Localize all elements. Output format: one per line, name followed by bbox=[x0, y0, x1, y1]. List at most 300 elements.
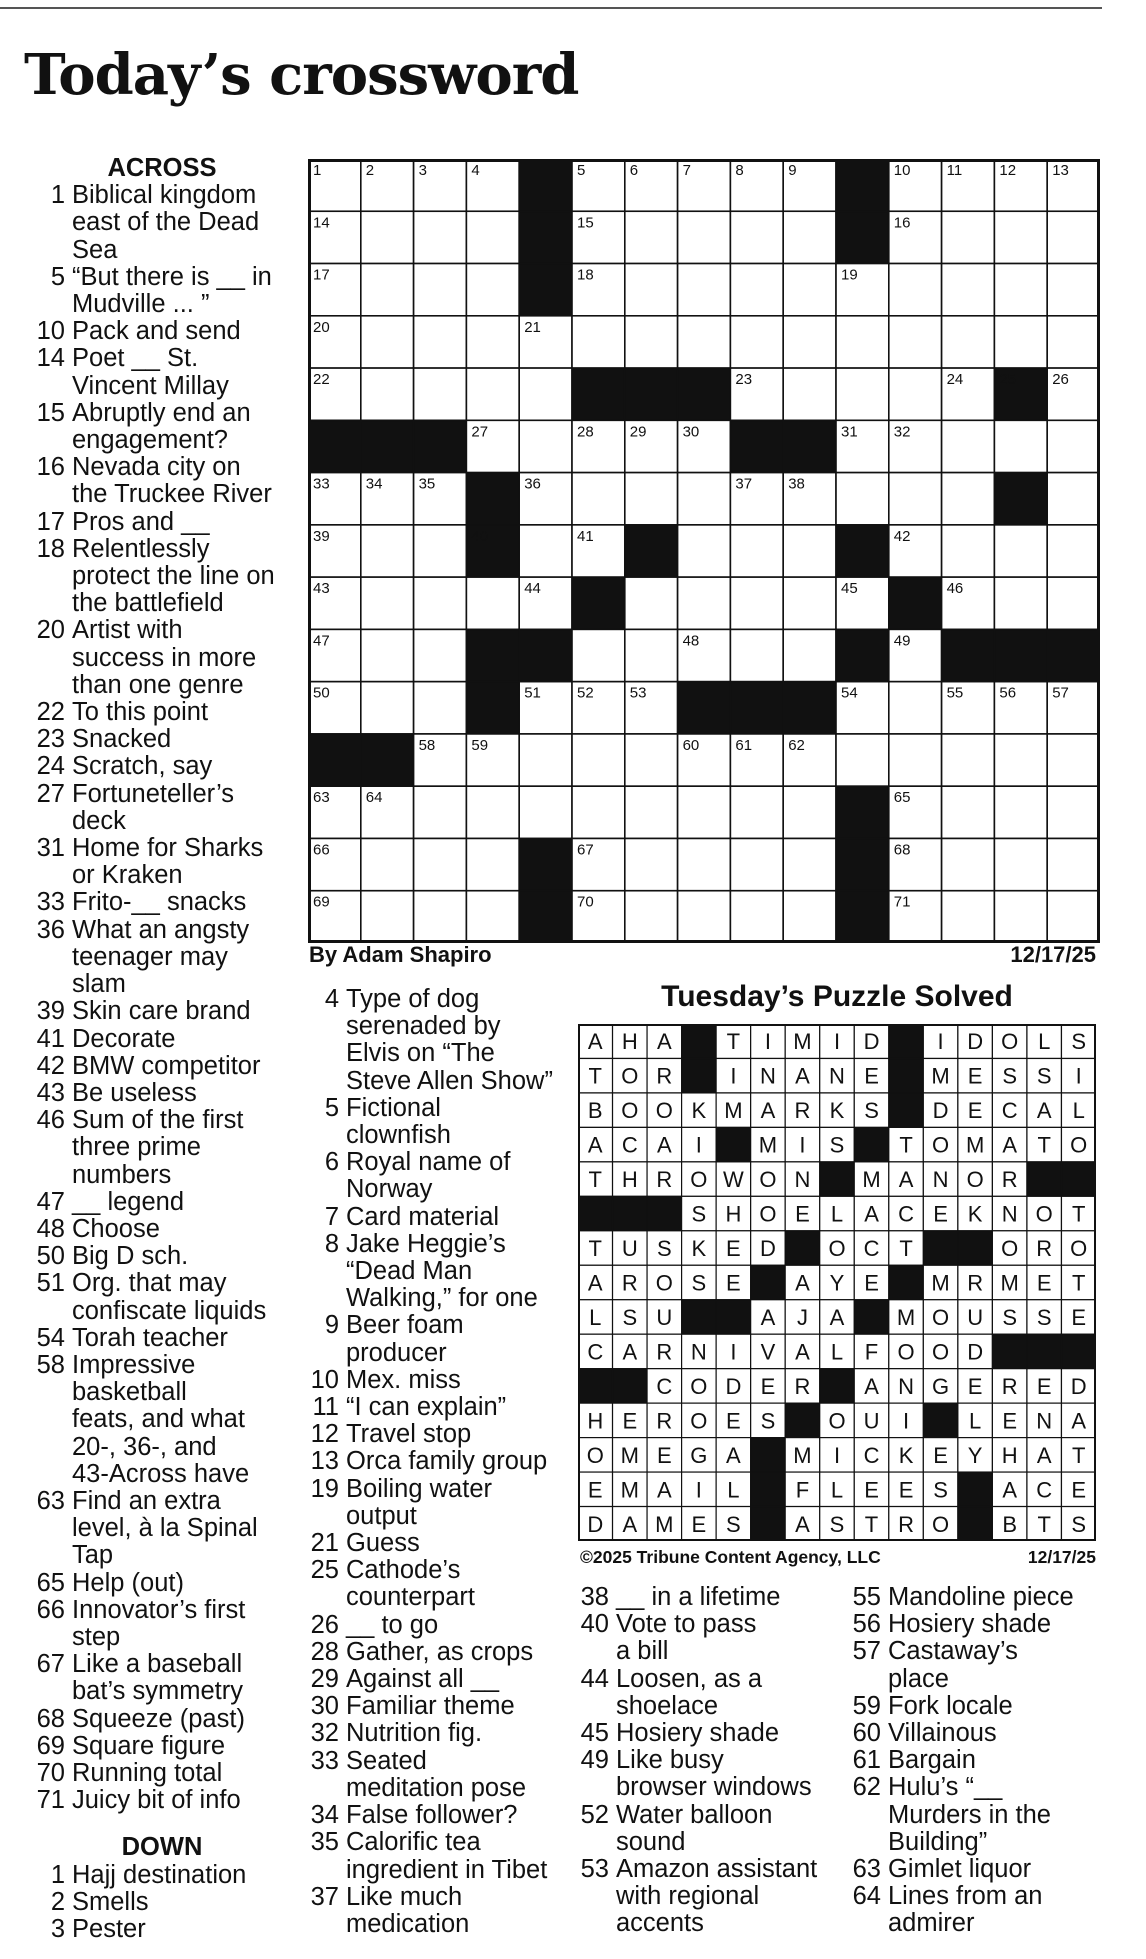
clue-text: engagement? bbox=[72, 426, 228, 455]
grid-cell[interactable] bbox=[783, 891, 836, 943]
grid-cell[interactable] bbox=[836, 368, 889, 420]
clue-number: 54 bbox=[36, 1323, 65, 1352]
grid-block bbox=[783, 682, 836, 734]
solution-letter: E bbox=[1071, 1477, 1087, 1503]
grid-cell[interactable] bbox=[414, 525, 467, 577]
grid-cell[interactable] bbox=[889, 734, 942, 786]
clue-text: Fortuneteller’s bbox=[72, 779, 235, 808]
clue-text: ingredient in Tibet bbox=[346, 1855, 548, 1884]
cell-number: 57 bbox=[1052, 684, 1069, 702]
clue-number: 65 bbox=[36, 1568, 65, 1597]
clue-line bbox=[34, 1162, 290, 1189]
grid-cell[interactable] bbox=[572, 316, 625, 368]
clue-text: admirer bbox=[888, 1909, 975, 1938]
solution-block bbox=[751, 1472, 786, 1506]
grid-cell[interactable] bbox=[783, 786, 836, 838]
grid-cell[interactable] bbox=[625, 264, 678, 316]
grid-cell[interactable] bbox=[1047, 891, 1100, 943]
grid-cell[interactable] bbox=[1047, 786, 1100, 838]
clue-number: 7 bbox=[324, 1202, 339, 1231]
clue-number: 48 bbox=[36, 1214, 65, 1243]
grid-cell[interactable] bbox=[994, 734, 1047, 786]
clue-text: Hosiery shade bbox=[616, 1719, 779, 1748]
grid-cell[interactable] bbox=[625, 577, 678, 629]
grid-cell[interactable] bbox=[1047, 211, 1100, 263]
grid-cell[interactable] bbox=[994, 211, 1047, 263]
solution-letter: D bbox=[967, 1029, 984, 1055]
clue-line bbox=[308, 1503, 570, 1530]
clue-text: Vincent Millay bbox=[72, 371, 229, 400]
grid-cell[interactable] bbox=[466, 577, 519, 629]
clue-line bbox=[850, 1910, 1110, 1937]
clue-line bbox=[578, 1829, 848, 1856]
solution-letter: L bbox=[969, 1408, 982, 1434]
grid-cell[interactable] bbox=[678, 211, 731, 263]
grid-cell[interactable] bbox=[1047, 264, 1100, 316]
clue-text: Like busy bbox=[616, 1746, 724, 1775]
clue-text: What an angsty bbox=[72, 915, 250, 944]
solution-letter: T bbox=[588, 1167, 602, 1193]
clue-number: 46 bbox=[36, 1106, 65, 1135]
grid-cell[interactable] bbox=[361, 316, 414, 368]
grid-cell[interactable] bbox=[414, 786, 467, 838]
grid-cell[interactable] bbox=[730, 786, 783, 838]
clue-text: Abruptly end an bbox=[72, 398, 251, 427]
grid-cell[interactable] bbox=[994, 264, 1047, 316]
grid-cell[interactable] bbox=[1047, 316, 1100, 368]
grid-cell[interactable] bbox=[783, 525, 836, 577]
solution-letter: R bbox=[1036, 1236, 1053, 1262]
grid-cell[interactable] bbox=[730, 264, 783, 316]
grid-cell[interactable] bbox=[572, 473, 625, 525]
grid-cell[interactable] bbox=[466, 264, 519, 316]
solution-letter: E bbox=[864, 1477, 879, 1503]
grid-cell[interactable] bbox=[361, 211, 414, 263]
cell-number: 65 bbox=[893, 789, 911, 807]
cell-number: 71 bbox=[893, 893, 911, 911]
grid-cell[interactable] bbox=[414, 682, 467, 734]
clue-line bbox=[578, 1910, 848, 1937]
grid-cell[interactable] bbox=[572, 786, 625, 838]
clue-number: 5 bbox=[50, 262, 65, 291]
grid-cell[interactable] bbox=[942, 525, 995, 577]
solution-letter: O bbox=[586, 1442, 604, 1468]
clue-line bbox=[34, 454, 290, 481]
cell-number: 26 bbox=[1052, 371, 1069, 389]
clue-text: Tap bbox=[72, 1541, 114, 1570]
solution-letter: F bbox=[795, 1477, 810, 1503]
clue-number: 4 bbox=[324, 985, 339, 1013]
clue-text: serenaded by bbox=[346, 1012, 501, 1041]
clue-line bbox=[578, 1666, 848, 1693]
grid-cell[interactable] bbox=[361, 525, 414, 577]
grid-cell[interactable] bbox=[625, 838, 678, 890]
grid-cell[interactable] bbox=[1047, 420, 1100, 472]
clue-text: feats, and what bbox=[72, 1405, 245, 1434]
grid-cell[interactable] bbox=[678, 786, 731, 838]
grid-cell[interactable] bbox=[361, 368, 414, 420]
cell-number: 23 bbox=[735, 371, 753, 389]
solution-letter: R bbox=[898, 1511, 915, 1537]
clue-number: 59 bbox=[852, 1691, 881, 1720]
grid-cell[interactable] bbox=[625, 211, 678, 263]
solution-letter: O bbox=[690, 1408, 708, 1434]
clue-line bbox=[34, 1651, 290, 1678]
grid-cell[interactable] bbox=[730, 211, 783, 263]
solution-letter: T bbox=[864, 1511, 879, 1537]
clue-text: protect the line on bbox=[72, 562, 275, 591]
clue-number: 25 bbox=[310, 1556, 339, 1585]
clue-number: 31 bbox=[36, 834, 65, 863]
grid-cell[interactable] bbox=[466, 211, 519, 263]
grid-cell[interactable] bbox=[783, 211, 836, 263]
clue-line bbox=[308, 1149, 570, 1176]
solution-letter: D bbox=[1070, 1373, 1087, 1399]
grid-cell[interactable] bbox=[942, 211, 995, 263]
clue-number: 47 bbox=[36, 1187, 65, 1216]
solution-block bbox=[716, 1300, 751, 1334]
clue-text: 43-Across have bbox=[72, 1459, 250, 1488]
grid-cell[interactable] bbox=[466, 838, 519, 890]
clue-text: Loosen, as a bbox=[616, 1664, 763, 1693]
grid-cell[interactable] bbox=[730, 316, 783, 368]
solution-block bbox=[716, 1127, 751, 1161]
clue-line bbox=[308, 1748, 570, 1775]
solution-letter: C bbox=[863, 1442, 880, 1468]
clue-line bbox=[850, 1774, 1110, 1801]
solution-letter: E bbox=[967, 1373, 983, 1399]
clue-line bbox=[34, 509, 290, 536]
clue-line bbox=[308, 986, 570, 1013]
grid-cell[interactable] bbox=[994, 838, 1047, 890]
clue-number: 42 bbox=[36, 1051, 65, 1080]
clue-line bbox=[34, 1026, 290, 1053]
solution-block bbox=[889, 1058, 924, 1092]
clue-number: 33 bbox=[310, 1746, 339, 1775]
clue-line bbox=[34, 182, 290, 209]
grid-cell[interactable] bbox=[730, 891, 783, 943]
solution-letter: L bbox=[830, 1339, 844, 1365]
clue-text: Nevada city on bbox=[72, 453, 241, 482]
clue-line bbox=[308, 1394, 570, 1421]
solution-block bbox=[923, 1231, 958, 1265]
grid-cell[interactable] bbox=[942, 473, 995, 525]
grid-cell[interactable] bbox=[942, 838, 995, 890]
grid-cell[interactable] bbox=[783, 316, 836, 368]
clue-number: 43 bbox=[36, 1078, 65, 1107]
solution-letter: C bbox=[1001, 1098, 1018, 1124]
clue-text: Square figure bbox=[72, 1731, 226, 1760]
clue-number: 29 bbox=[310, 1665, 339, 1694]
grid-cell[interactable] bbox=[519, 368, 572, 420]
clue-line bbox=[34, 1325, 290, 1352]
grid-block bbox=[836, 629, 889, 681]
grid-cell[interactable] bbox=[678, 316, 731, 368]
solution-letter: A bbox=[1036, 1442, 1052, 1468]
clue-text: Big D sch. bbox=[72, 1242, 189, 1271]
grid-cell[interactable] bbox=[414, 891, 467, 943]
clue-number: 34 bbox=[310, 1801, 339, 1830]
grid-block bbox=[466, 629, 519, 681]
solution-letter: A bbox=[587, 1270, 603, 1296]
clue-line bbox=[308, 1122, 570, 1149]
clue-line bbox=[308, 1204, 570, 1231]
grid-cell[interactable] bbox=[625, 891, 678, 943]
clue-text: Pester bbox=[72, 1915, 146, 1943]
clue-text: Choose bbox=[72, 1214, 160, 1243]
clue-text: the Truckee River bbox=[72, 480, 272, 509]
grid-cell[interactable] bbox=[994, 316, 1047, 368]
clue-line bbox=[34, 672, 290, 699]
grid-cell[interactable] bbox=[625, 629, 678, 681]
solution-letter: L bbox=[1038, 1029, 1051, 1055]
clue-number: 26 bbox=[310, 1610, 339, 1639]
clue-number: 37 bbox=[310, 1882, 339, 1911]
solution-letter: H bbox=[1001, 1442, 1018, 1468]
grid-cell[interactable] bbox=[414, 264, 467, 316]
solution-letter: O bbox=[655, 1098, 673, 1124]
grid-cell[interactable] bbox=[783, 629, 836, 681]
grid-cell[interactable] bbox=[625, 734, 678, 786]
grid-cell[interactable] bbox=[414, 316, 467, 368]
page-title: Today’s crossword bbox=[24, 42, 579, 108]
clue-text: Steve Allen Show” bbox=[346, 1066, 553, 1095]
solution-letter: B bbox=[587, 1098, 603, 1124]
solution-letter: C bbox=[587, 1339, 604, 1365]
grid-block bbox=[414, 420, 467, 472]
solution-letter: E bbox=[864, 1270, 879, 1296]
cell-number: 49 bbox=[893, 632, 911, 650]
solution-letter: A bbox=[864, 1201, 879, 1227]
clue-text: Gimlet liquor bbox=[888, 1855, 1032, 1884]
grid-cell[interactable] bbox=[889, 473, 942, 525]
cell-number: 11 bbox=[946, 162, 963, 179]
cell-number: 19 bbox=[841, 266, 858, 284]
clue-line bbox=[34, 1298, 290, 1325]
grid-cell[interactable] bbox=[783, 838, 836, 890]
grid-cell[interactable] bbox=[678, 473, 731, 525]
grid-cell[interactable] bbox=[361, 629, 414, 681]
grid-cell[interactable] bbox=[519, 734, 572, 786]
grid-block bbox=[730, 420, 783, 472]
grid-cell[interactable] bbox=[414, 211, 467, 263]
grid-cell[interactable] bbox=[519, 525, 572, 577]
clue-line bbox=[578, 1802, 848, 1829]
grid-cell[interactable] bbox=[942, 891, 995, 943]
grid-cell[interactable] bbox=[1047, 525, 1100, 577]
clue-number: 68 bbox=[36, 1704, 65, 1733]
clue-line bbox=[308, 1013, 570, 1040]
grid-cell[interactable] bbox=[466, 316, 519, 368]
grid-block bbox=[519, 159, 572, 211]
grid-cell[interactable] bbox=[414, 838, 467, 890]
grid-cell[interactable] bbox=[361, 838, 414, 890]
solution-letter: R bbox=[656, 1167, 673, 1193]
grid-cell[interactable] bbox=[414, 629, 467, 681]
solution-letter: O bbox=[897, 1339, 915, 1365]
clue-line bbox=[308, 1884, 570, 1911]
solution-letter: A bbox=[864, 1373, 879, 1399]
puzzle-date: 12/17/25 bbox=[1010, 942, 1096, 967]
clue-text: Guess bbox=[346, 1529, 420, 1558]
grid-cell[interactable] bbox=[361, 891, 414, 943]
clue-text: Walking,” for one bbox=[346, 1284, 538, 1313]
solution-letter: K bbox=[898, 1442, 914, 1468]
grid-cell[interactable] bbox=[678, 577, 731, 629]
solution-letter: R bbox=[621, 1270, 638, 1296]
grid-cell[interactable] bbox=[1047, 734, 1100, 786]
solution-letter: A bbox=[622, 1339, 638, 1365]
grid-cell[interactable] bbox=[361, 264, 414, 316]
cell-number: 8 bbox=[735, 162, 744, 179]
grid-cell[interactable] bbox=[730, 577, 783, 629]
grid-cell[interactable] bbox=[572, 734, 625, 786]
grid-cell[interactable] bbox=[783, 264, 836, 316]
grid-cell[interactable] bbox=[836, 734, 889, 786]
crossword-grid[interactable] bbox=[308, 159, 1100, 943]
clue-line bbox=[308, 1584, 570, 1611]
grid-cell[interactable] bbox=[942, 734, 995, 786]
clue-text: Hajj destination bbox=[72, 1860, 247, 1889]
grid-cell[interactable] bbox=[889, 316, 942, 368]
grid-cell[interactable] bbox=[836, 473, 889, 525]
cell-number: 9 bbox=[788, 162, 797, 179]
grid-cell[interactable] bbox=[1047, 473, 1100, 525]
grid-cell[interactable] bbox=[994, 786, 1047, 838]
clue-text: confiscate liquids bbox=[72, 1296, 267, 1325]
clue-text: medication bbox=[346, 1909, 470, 1938]
solution-letter: O bbox=[690, 1373, 708, 1399]
solution-letter: R bbox=[656, 1408, 673, 1434]
grid-cell[interactable] bbox=[994, 420, 1047, 472]
grid-cell[interactable] bbox=[466, 786, 519, 838]
solution-letter: C bbox=[621, 1132, 638, 1158]
clue-text: east of the Dead bbox=[72, 208, 260, 237]
grid-cell[interactable] bbox=[730, 838, 783, 890]
solution-letter: M bbox=[655, 1511, 674, 1537]
solution-letter: S bbox=[1071, 1029, 1087, 1055]
cell-number: 20 bbox=[313, 318, 330, 336]
solution-letter: S bbox=[726, 1511, 741, 1537]
clue-text: Mex. miss bbox=[346, 1365, 461, 1394]
grid-cell[interactable] bbox=[466, 891, 519, 943]
clue-line bbox=[578, 1611, 848, 1638]
grid-cell[interactable] bbox=[625, 316, 678, 368]
clue-text: Hosiery shade bbox=[888, 1610, 1051, 1639]
grid-cell[interactable] bbox=[466, 368, 519, 420]
grid-cell[interactable] bbox=[625, 473, 678, 525]
grid-cell[interactable] bbox=[678, 838, 731, 890]
solution-letter: I bbox=[833, 1442, 841, 1468]
clue-line bbox=[34, 1488, 290, 1515]
grid-cell[interactable] bbox=[942, 420, 995, 472]
grid-cell[interactable] bbox=[678, 264, 731, 316]
grid-cell[interactable] bbox=[572, 629, 625, 681]
grid-cell[interactable] bbox=[889, 682, 942, 734]
grid-cell[interactable] bbox=[994, 577, 1047, 629]
clue-number: 40 bbox=[580, 1610, 609, 1639]
grid-block bbox=[942, 629, 995, 681]
clue-text: Building” bbox=[888, 1827, 988, 1856]
grid-cell[interactable] bbox=[361, 577, 414, 629]
clue-text: “I can explain” bbox=[346, 1393, 507, 1422]
clue-number: 17 bbox=[36, 507, 65, 536]
grid-cell[interactable] bbox=[942, 786, 995, 838]
cell-number: 44 bbox=[524, 580, 541, 598]
clue-text: Villainous bbox=[888, 1719, 997, 1748]
grid-cell[interactable] bbox=[414, 368, 467, 420]
grid-cell[interactable] bbox=[994, 525, 1047, 577]
cell-number: 4 bbox=[471, 162, 480, 179]
solution-letter: N bbox=[932, 1167, 949, 1193]
grid-cell[interactable] bbox=[783, 368, 836, 420]
solution-block bbox=[820, 1369, 855, 1403]
solution-letter: S bbox=[829, 1511, 845, 1537]
solution-letter: B bbox=[1002, 1511, 1018, 1537]
grid-cell[interactable] bbox=[836, 316, 889, 368]
grid-cell[interactable] bbox=[1047, 838, 1100, 890]
clue-text: Home for Sharks bbox=[72, 834, 264, 863]
grid-cell[interactable] bbox=[889, 264, 942, 316]
cell-number: 36 bbox=[524, 475, 541, 493]
clue-number: 67 bbox=[36, 1650, 65, 1679]
top-rule bbox=[0, 7, 1102, 9]
grid-cell[interactable] bbox=[730, 629, 783, 681]
solution-letter: R bbox=[794, 1373, 811, 1399]
grid-cell[interactable] bbox=[889, 368, 942, 420]
clue-line bbox=[34, 1352, 290, 1379]
grid-block bbox=[466, 682, 519, 734]
solution-letter: H bbox=[621, 1029, 638, 1055]
grid-cell[interactable] bbox=[783, 577, 836, 629]
grid-cell[interactable] bbox=[942, 316, 995, 368]
grid-cell[interactable] bbox=[942, 264, 995, 316]
grid-cell[interactable] bbox=[678, 891, 731, 943]
clue-number: 51 bbox=[36, 1269, 65, 1298]
grid-cell[interactable] bbox=[414, 577, 467, 629]
solution-letter: E bbox=[760, 1373, 776, 1399]
clue-text: Smells bbox=[72, 1887, 149, 1916]
clue-line bbox=[34, 1678, 290, 1705]
solution-letter: O bbox=[932, 1339, 950, 1365]
puzzle-byline: By Adam Shapiro bbox=[309, 942, 492, 967]
clue-line bbox=[34, 1379, 290, 1406]
clue-text: accents bbox=[616, 1909, 704, 1938]
grid-cell[interactable] bbox=[361, 682, 414, 734]
clue-line bbox=[34, 1624, 290, 1651]
grid-cell[interactable] bbox=[625, 786, 678, 838]
solution-block bbox=[647, 1196, 682, 1230]
grid-cell[interactable] bbox=[678, 525, 731, 577]
solution-letter: H bbox=[621, 1167, 638, 1193]
solution-letter: S bbox=[1036, 1063, 1052, 1089]
solution-letter: E bbox=[898, 1477, 914, 1503]
cell-number: 17 bbox=[313, 266, 330, 284]
grid-cell[interactable] bbox=[994, 891, 1047, 943]
cell-number: 67 bbox=[577, 841, 594, 859]
grid-cell[interactable] bbox=[519, 420, 572, 472]
clue-number: 28 bbox=[310, 1637, 339, 1666]
clue-line bbox=[308, 1258, 570, 1285]
clue-text: Beer foam bbox=[346, 1311, 464, 1340]
clue-line bbox=[850, 1747, 1110, 1774]
clue-line bbox=[34, 264, 290, 291]
grid-cell[interactable] bbox=[519, 786, 572, 838]
clue-line bbox=[308, 1720, 570, 1747]
grid-cell[interactable] bbox=[730, 525, 783, 577]
clue-line bbox=[308, 1095, 570, 1122]
grid-cell[interactable] bbox=[1047, 577, 1100, 629]
